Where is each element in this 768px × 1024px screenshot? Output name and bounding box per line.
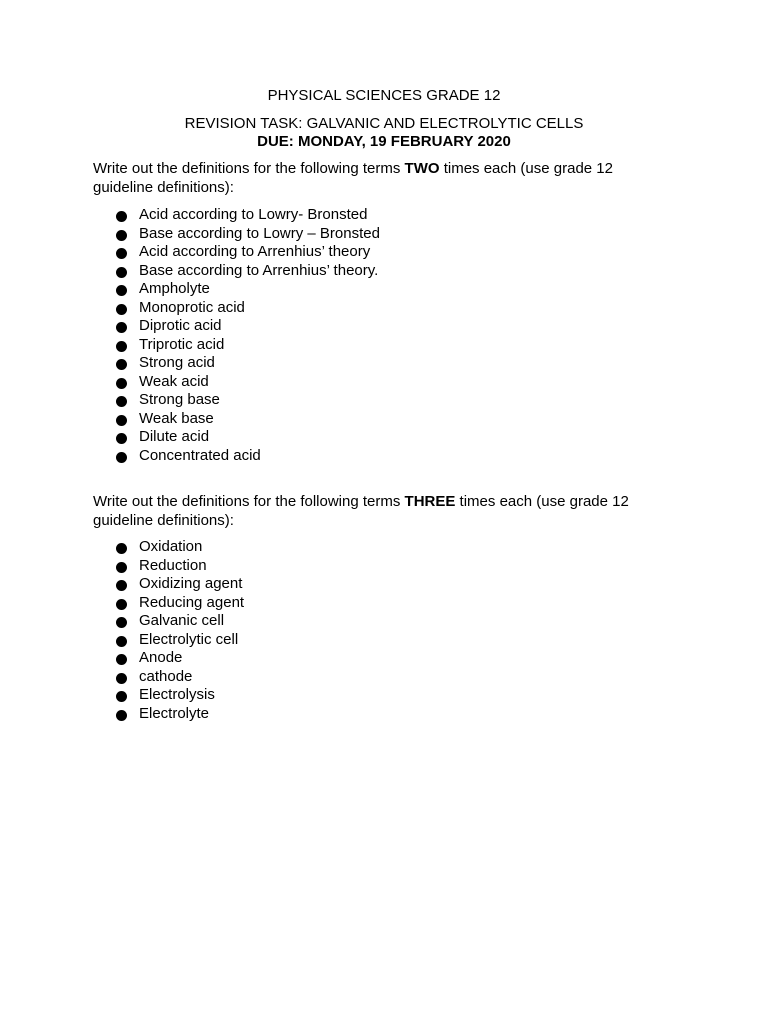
list-item xyxy=(115,612,244,631)
list-item-text: Acid according to Lowry- Bronsted xyxy=(139,206,368,223)
list-item-text: Triprotic acid xyxy=(139,335,225,353)
section2-intro-bold: THREE xyxy=(404,493,456,510)
list-item-text: Oxidizing agent xyxy=(139,575,243,592)
bullet-icon xyxy=(116,304,127,315)
section2-intro-before: Write out the definitions for the following terms xyxy=(93,493,405,510)
section2-instructions xyxy=(93,493,673,530)
list-item xyxy=(115,317,380,336)
bullet-icon xyxy=(116,673,127,684)
bullet-icon xyxy=(116,543,127,554)
list-item-text: Dilute acid xyxy=(139,428,210,445)
list-item-text: Reduction xyxy=(139,556,207,574)
list-item xyxy=(115,299,380,318)
list-item xyxy=(115,705,244,724)
section2-intro-after: times each (use grade 12 guideline definitions): xyxy=(93,493,629,529)
list-item xyxy=(115,686,244,705)
bullet-icon xyxy=(116,248,127,259)
list-item-text: Concentrated acid xyxy=(139,446,261,464)
list-item xyxy=(115,557,244,576)
list-item xyxy=(115,280,380,299)
list-item xyxy=(115,410,380,429)
bullet-icon xyxy=(116,285,127,296)
list-item xyxy=(115,336,380,355)
list-item xyxy=(115,373,380,392)
bullet-icon xyxy=(116,396,127,407)
task-subtitle: REVISION TASK: GALVANIC AND ELECTROLYTIC CELLS xyxy=(184,115,584,132)
list-item xyxy=(115,631,244,650)
list-item-text: Strong acid xyxy=(139,354,215,371)
bullet-icon xyxy=(116,211,127,222)
list-item-text: Diprotic acid xyxy=(139,317,222,334)
bullet-icon xyxy=(116,267,127,278)
bullet-icon xyxy=(116,341,127,352)
list-item-text: Acid according to Arrenhius’ theory xyxy=(139,243,371,260)
list-item xyxy=(115,538,244,557)
section1-intro-after: times each (use grade 12 guideline definitions): xyxy=(93,160,613,196)
bullet-icon xyxy=(116,654,127,665)
list-item-text: Monoprotic acid xyxy=(139,298,245,316)
bullet-icon xyxy=(116,452,127,463)
bullet-icon xyxy=(116,415,127,426)
due-date: DUE: MONDAY, 19 FEBRUARY 2020 xyxy=(257,133,511,150)
list-item-text: Base according to Arrenhius’ theory. xyxy=(139,261,379,279)
list-item xyxy=(115,649,244,668)
bullet-icon xyxy=(116,433,127,444)
list-item-text: Electrolysis xyxy=(139,686,215,703)
list-item xyxy=(115,391,380,410)
list-item xyxy=(115,354,380,373)
bullet-icon xyxy=(116,230,127,241)
page-title: PHYSICAL SCIENCES GRADE 12 xyxy=(267,87,501,104)
list-item xyxy=(115,428,380,447)
list-item xyxy=(115,575,244,594)
bullet-icon xyxy=(116,617,127,628)
list-item-text: Electrolyte xyxy=(139,704,210,722)
bullet-icon xyxy=(116,580,127,591)
list-item-text: Weak acid xyxy=(139,372,209,390)
list-item-text: Base according to Lowry – Bronsted xyxy=(139,224,380,242)
bullet-icon xyxy=(116,378,127,389)
list-item-text: Reducing agent xyxy=(139,593,245,611)
section1-intro-bold: TWO xyxy=(404,160,440,177)
list-item-text: Galvanic cell xyxy=(139,612,225,629)
bullet-icon xyxy=(116,599,127,610)
list-item-text: Ampholyte xyxy=(139,280,210,297)
list-item xyxy=(115,206,380,225)
list-item-text: Electrolytic cell xyxy=(139,630,239,648)
list-item xyxy=(115,243,380,262)
bullet-icon xyxy=(116,636,127,647)
list-item-text: Oxidation xyxy=(139,538,203,555)
list-item xyxy=(115,225,380,244)
bullet-icon xyxy=(116,691,127,702)
list-item xyxy=(115,594,244,613)
list-item-text: Weak base xyxy=(139,409,214,427)
list-item-text: Strong base xyxy=(139,391,220,408)
bullet-icon xyxy=(116,562,127,573)
list-item-text: Anode xyxy=(139,649,183,666)
section2-term-list xyxy=(115,538,244,723)
bullet-icon xyxy=(116,710,127,721)
list-item xyxy=(115,262,380,281)
list-item xyxy=(115,447,380,466)
section1-intro-before: Write out the definitions for the following terms xyxy=(93,160,405,177)
list-item-text: cathode xyxy=(139,667,193,685)
bullet-icon xyxy=(116,359,127,370)
section1-term-list xyxy=(115,206,380,465)
list-item xyxy=(115,668,244,687)
section1-instructions xyxy=(93,160,673,197)
bullet-icon xyxy=(116,322,127,333)
